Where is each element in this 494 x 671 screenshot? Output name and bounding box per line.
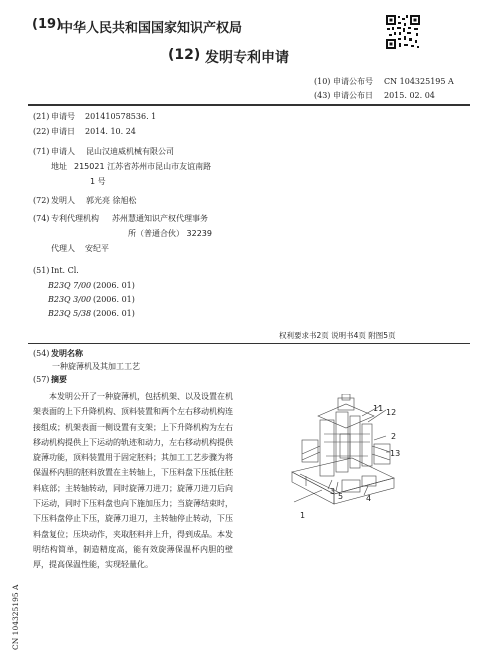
doc-type: 发明专利申请 [205,50,289,66]
agent-label: 代理人 [51,244,75,253]
title-code: (54) [33,349,50,358]
figure-label-4: 4 [366,494,372,503]
figure-label-11: 11 [373,404,384,413]
abstract-code: (57) [33,375,50,384]
doc-type-code: (12) [168,47,201,63]
inventor-code: (72) [33,196,50,205]
pub-no-code: (10) [314,77,331,86]
intcl-label: Int. Cl. [51,266,79,275]
app-no-code: (21) [33,112,50,121]
ipc-version-1: (2006. 01) [93,281,135,290]
figure-label-1: 1 [300,511,306,520]
inventors: 郭光亮 徐旭松 [86,196,137,205]
figure-label-2: 2 [391,432,397,441]
pub-no-label: 申请公布号 [333,77,373,86]
agent: 安纪平 [85,244,109,253]
side-publication-number: CN 104325195 A [11,584,20,650]
figure-label-3: 3 [330,487,336,496]
ipc-version-3: (2006. 01) [93,309,135,318]
representative-drawing [282,394,407,528]
app-no-label: 申请号 [51,112,75,121]
office-name: 中华人民共和国国家知识产权局 [60,21,243,36]
agency-code: (74) [33,214,50,223]
intcl-code: (51) [33,266,50,275]
agency-line2: 所（普通合伙） 32239 [128,229,212,238]
pub-no: CN 104325195 A [384,77,454,86]
applicant-code: (71) [33,147,50,156]
title-label: 发明名称 [51,349,83,358]
abstract-text [33,389,233,573]
pages-rule [28,343,470,344]
abstract-body: 本发明公开了一种旋薄机，包括机架、以及设置在机架表面的上下升降机构、顶料装置和两个左右移动机构连接组成；机架表面一侧设置有支架；上下升降机构为左右移动机构提供上下运动的轨迹和动力，左右移动机构提供旋薄功能，顶料装置用于固定胚料；其加工工艺步骤为将保温杯内胆的胚料放置在主转轴上，下压料盘下压抵住胚料底部；主转轴转动，同时旋薄刀进刀；旋薄刀进刀后向下运动，同时下压料盘也向下施加压力；当旋薄结束时，下压料盘停止下压，旋薄刀退刀，主转轴停止转动，下压料盘复位；压块动作，夹取胚料并上升，得到成品。本发明结构简单，制造精度高，能有效旋薄保温杯内胆的壁厚，提高保温性能，实现轻量化。 [33,392,233,570]
filing-code: (22) [33,127,50,136]
applicant: 昆山汉迪威机械有限公司 [86,147,174,156]
ipc-class-2: B23Q 3/00 [48,295,92,304]
ipc-version-2: (2006. 01) [93,295,135,304]
figure-label-12: 12 [386,408,397,417]
office-code: (19) [32,17,62,32]
inventor-label: 发明人 [51,196,75,205]
agency-line1: 苏州慧通知识产权代理事务 [112,214,208,223]
ipc-class-1: B23Q 7/00 [48,281,92,290]
address-label: 地址 [51,162,67,171]
abstract-label: 摘要 [51,375,67,384]
pub-date-code: (43) [314,91,331,100]
header-rule [28,104,470,106]
filing-date: 2014. 10. 24 [85,127,136,136]
figure-label-5: 5 [338,492,344,501]
pub-date-label: 申请公布日 [333,91,373,100]
address-line2: 1 号 [90,177,106,186]
agency-label: 专利代理机构 [51,214,99,223]
address-line1: 215021 江苏省苏州市昆山市友谊南路 [74,162,212,171]
invention-title: 一种旋薄机及其加工工艺 [52,362,140,371]
filing-label: 申请日 [51,127,75,136]
applicant-label: 申请人 [51,147,75,156]
ipc-class-3: B23Q 5/38 [48,309,92,318]
app-no: 201410578536. 1 [85,112,157,121]
qr-code [385,14,421,54]
figure-label-13: 13 [390,449,401,458]
pub-date: 2015. 02. 04 [384,91,435,100]
page-counts: 权利要求书2页 说明书4页 附图5页 [279,331,396,340]
